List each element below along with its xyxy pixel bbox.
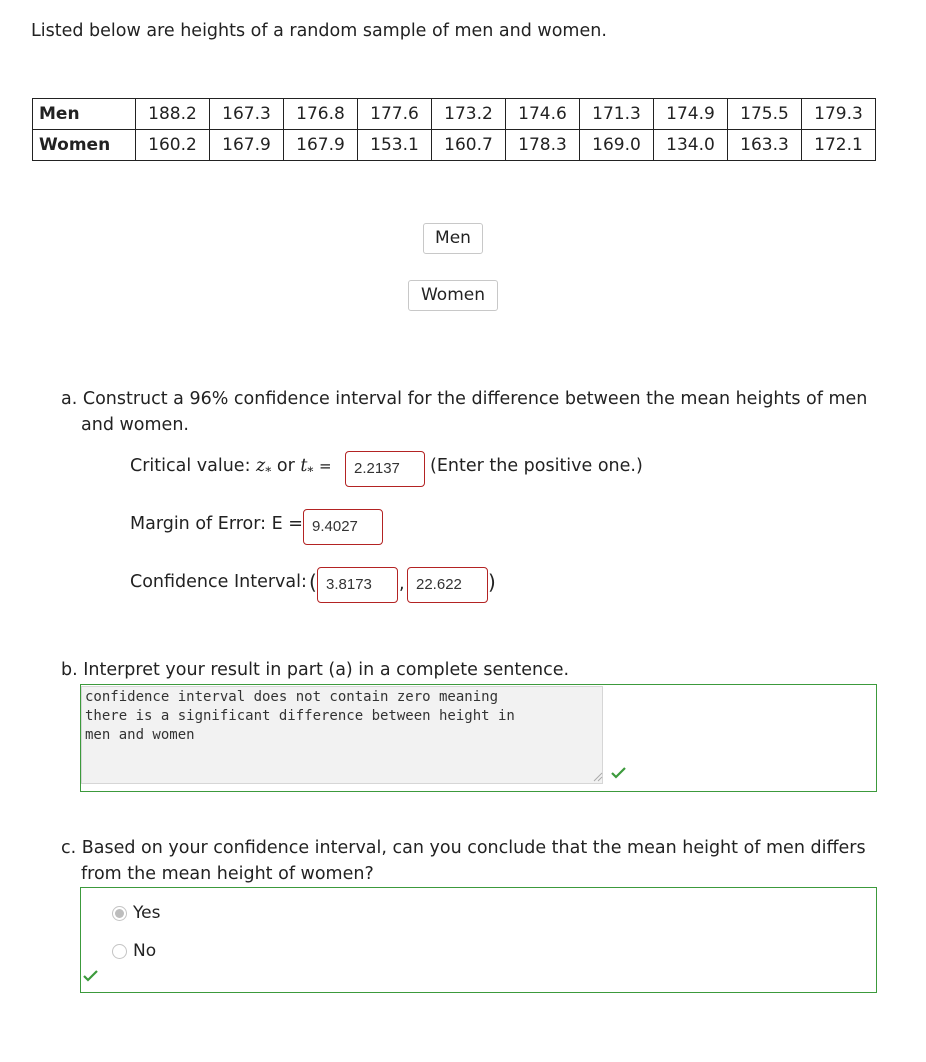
table-cell: 153.1 — [358, 130, 432, 161]
part-b-answer-textarea[interactable]: confidence interval does not contain zero meaning there is a significant difference between height in men and women — [81, 686, 603, 784]
table-cell: 188.2 — [136, 99, 210, 130]
table-cell: 171.3 — [580, 99, 654, 130]
confidence-interval-label: Confidence Interval: — [130, 572, 307, 592]
critical-value-label: Critical value: — [130, 456, 251, 476]
part-a-question-cont: and women. — [81, 415, 189, 435]
table-cell: 172.1 — [802, 130, 876, 161]
table-cell: 179.3 — [802, 99, 876, 130]
z-symbol: z — [256, 456, 266, 476]
ci-upper-input[interactable]: 22.622 — [407, 567, 488, 603]
intro-text: Listed below are heights of a random sample of men and women. — [31, 21, 607, 41]
radio-yes[interactable] — [112, 906, 127, 921]
table-row-women — [33, 130, 876, 161]
part-b-question: b. Interpret your result in part (a) in a complete sentence. — [61, 660, 570, 680]
table-cell: 176.8 — [284, 99, 358, 130]
ci-close-paren: ) — [488, 570, 496, 594]
row-header-women: Women — [33, 130, 136, 161]
margin-of-error-input[interactable]: 9.4027 — [303, 509, 383, 545]
critical-value-label-group — [130, 456, 332, 479]
table-cell: 160.7 — [432, 130, 506, 161]
radio-no[interactable] — [112, 944, 127, 959]
table-cell: 177.6 — [358, 99, 432, 130]
radio-no-label[interactable]: No — [133, 941, 157, 961]
ci-open-paren: ( — [309, 570, 317, 594]
table-cell: 160.2 — [136, 130, 210, 161]
table-cell: 178.3 — [506, 130, 580, 161]
part-a-question: a. Construct a 96% confidence interval for the difference between the mean heights of men — [61, 389, 868, 409]
table-cell: 174.6 — [506, 99, 580, 130]
t-subscript: * — [307, 464, 314, 479]
ci-comma: , — [399, 574, 405, 594]
part-c-question-cont: from the mean height of women? — [81, 864, 374, 884]
margin-of-error-label: Margin of Error: E = — [130, 514, 303, 534]
table-row-men — [33, 99, 876, 130]
equals-sign: = — [318, 457, 332, 475]
copy-men-button[interactable]: Men — [423, 223, 483, 254]
t-symbol: t — [300, 456, 308, 476]
heights-table — [32, 98, 876, 161]
table-cell: 174.9 — [654, 99, 728, 130]
table-cell: 163.3 — [728, 130, 802, 161]
table-cell: 134.0 — [654, 130, 728, 161]
part-c-answer-frame — [80, 887, 877, 993]
table-cell: 167.3 — [210, 99, 284, 130]
table-cell: 173.2 — [432, 99, 506, 130]
correct-check-icon — [610, 766, 627, 780]
critical-value-hint: (Enter the positive one.) — [430, 456, 643, 476]
resize-handle-icon[interactable] — [591, 770, 603, 782]
radio-yes-label[interactable]: Yes — [133, 903, 161, 923]
table-cell: 167.9 — [284, 130, 358, 161]
part-c-question: c. Based on your confidence interval, can you conclude that the mean height of men differs — [61, 838, 866, 858]
copy-women-button[interactable]: Women — [408, 280, 498, 311]
or-text: or — [276, 456, 295, 476]
row-header-men: Men — [33, 99, 136, 130]
correct-check-icon — [82, 969, 99, 983]
ci-lower-input[interactable]: 3.8173 — [317, 567, 398, 603]
table-cell: 169.0 — [580, 130, 654, 161]
z-subscript: * — [265, 464, 272, 479]
table-cell: 175.5 — [728, 99, 802, 130]
critical-value-input[interactable]: 2.2137 — [345, 451, 425, 487]
table-cell: 167.9 — [210, 130, 284, 161]
